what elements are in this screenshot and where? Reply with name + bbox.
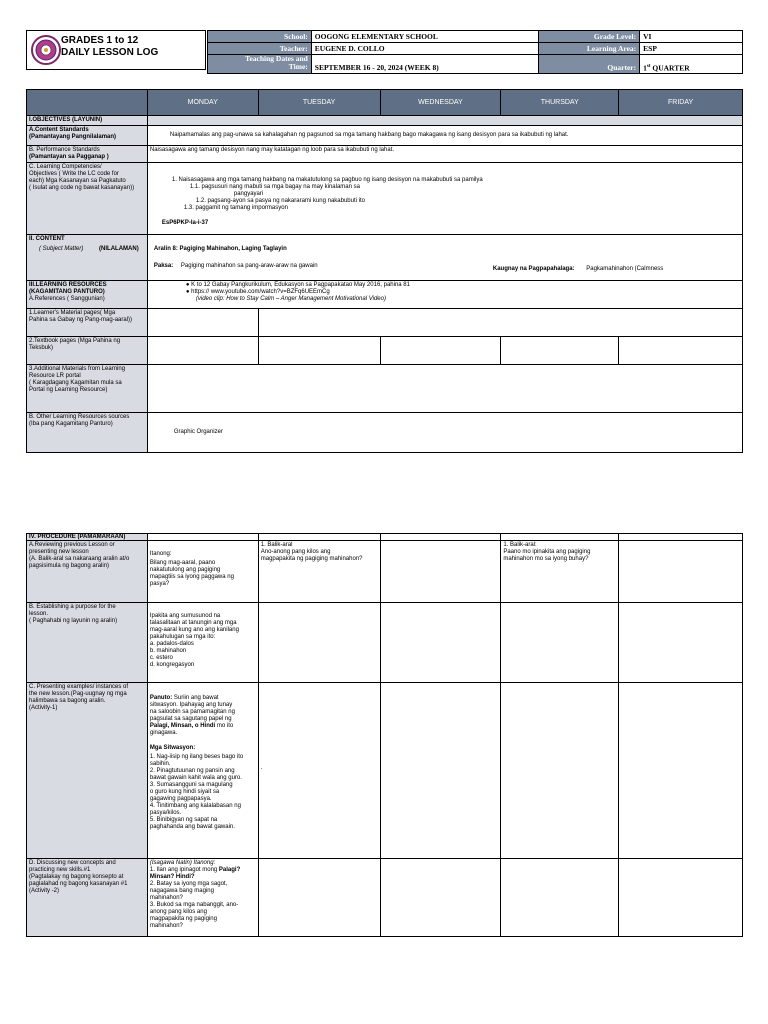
header-box (26, 30, 206, 70)
proc-d-q1 (150, 867, 256, 874)
sitwasyon-2: 2. Pinagtutuunan ng pansin ang (149, 768, 235, 774)
proc-a-mon-3: nakatutulong ang pagiging (149, 567, 221, 573)
header-info-table (207, 30, 743, 74)
proc-d-q3d: mahinahon? (149, 923, 183, 929)
content-nilalaman: (NILALAMAN) (99, 246, 139, 252)
proc-head-tue (258, 534, 380, 541)
proc-d-label-4: paglalahad ng bagong kasanayan #1 (29, 881, 128, 887)
lm-label (27, 309, 148, 337)
header-title-line1: GRADES 1 to 12 (61, 35, 139, 46)
proc-b-mon-2: talasalitaan at tanungin ang mga (149, 620, 237, 626)
panuto-opts-rest: mo ito (215, 723, 234, 729)
proc-a-fri (619, 541, 743, 603)
proc-a-tue-2: Ano-anong pang kilos ang (260, 549, 331, 555)
proc-c-label-3: halimbawa sa bagong aralin. (29, 698, 106, 704)
quarter-value (640, 55, 743, 74)
panuto-label: Panuto: (149, 695, 173, 701)
day-monday: MONDAY (147, 90, 258, 116)
content-subject: ( Subject Matter) (39, 246, 84, 252)
proc-c-label-1: C. Presenting examples/ instances of (29, 684, 129, 690)
sitwasyon-1b: sabihin. (149, 761, 171, 767)
ref-2-link[interactable]: https:// www.youtube.com/watch?v=BZFq6UEEmCg (191, 289, 330, 295)
dates-label (208, 55, 312, 74)
proc-d-intro: (Isagawa Natin) Itanong: (149, 860, 216, 866)
proc-b-wed (380, 603, 501, 683)
lesson-table-top (26, 89, 743, 453)
proc-a-label-2: presenting new lesson (29, 549, 89, 555)
content-std-label-2: (Pamantayang Pangnilalaman) (29, 134, 117, 140)
day-thursday: THURSDAY (501, 90, 619, 116)
header-title-line2: DAILY LESSON LOG (61, 47, 159, 58)
proc-d-label (27, 859, 148, 937)
other-text: Graphic Organizer (173, 429, 223, 435)
content-aralin: Aralin 8: Pagiging Mahinahon, Laging Taglayin (153, 246, 287, 252)
resources-refs: A.References ( Sanggunian) (29, 296, 105, 302)
quarter-num: 1 (643, 63, 647, 72)
proc-head-thu (501, 534, 619, 541)
other-label (27, 413, 148, 453)
tb-tue (258, 337, 380, 365)
dates-label-line2: Time: (288, 62, 308, 71)
proc-d-tue (258, 859, 380, 937)
proc-c-label (27, 683, 148, 859)
school-label: School: (208, 31, 312, 43)
procedure-heading (27, 534, 148, 541)
tb-wed (380, 337, 501, 365)
dates-value (311, 55, 539, 74)
sitwasyon-1: 1. Nag-iisip ng ilang beses bago ito (149, 754, 244, 760)
proc-c-label-2: the new lesson.(Pag-uugnay ng mga (29, 691, 127, 697)
lc-item-1-1-cont: pangyayari (233, 191, 264, 197)
add-label-3: ( Karagdagang Kagamitan mula sa (29, 380, 122, 386)
proc-d-label-2: practicing new skills.#1 (29, 867, 91, 873)
proc-a-mon-1: Itanong: (149, 551, 172, 557)
objectives-heading-fill (147, 116, 742, 126)
lc-item-1-3: 1.3. paggamit ng tamang impormasyon (183, 205, 288, 211)
proc-a-label-1: A.Reviewing previous Lesson or (29, 542, 115, 548)
perf-label-1: B. Performance Standards (29, 147, 100, 153)
proc-d-label-1: D. Discussing new concepts and (29, 860, 116, 866)
other-label-2: (Iba pang Kagamitang Panturo) (29, 421, 113, 427)
add-label (27, 365, 148, 413)
proc-b-mon-5: a. padalos-dalos (149, 641, 194, 647)
quarter-rest: QUARTER (650, 63, 690, 72)
proc-d-thu (501, 859, 619, 937)
proc-b-mon-7: c. estero (149, 655, 173, 661)
ref-1: K to 12 Gabay Pangkurikulum, Edukasyon sa Pagpapakatao May 2016, pahina 81 (191, 282, 410, 288)
dates-text: SEPTEMBER 16 - 20, 2024 (WEEK 8) (314, 63, 439, 72)
proc-c-tue-dot: . (260, 765, 263, 771)
proc-a-mon-5: pasya? (149, 581, 170, 587)
proc-b-mon-6: b. mahinahon (149, 648, 187, 654)
lc-label-3: each) Mga Kasanayan sa Pagkatuto (29, 178, 126, 184)
panuto-3: na saloobin sa pamamagitan ng (149, 709, 235, 715)
quarter-label: Quarter: (539, 55, 640, 74)
kaugnay-row (493, 266, 663, 273)
content-heading: II. CONTENT (29, 236, 65, 242)
ref-3: (video clip: How to Stay Calm – Anger Management Motivational Video) (195, 296, 386, 302)
lm-label-1: 1.Learner's Material pages( Mga (29, 310, 116, 316)
proc-d-label-5: (Activity -2) (29, 888, 59, 894)
add-label-4: Portal ng Learning Resource) (29, 387, 108, 393)
proc-d-q2c: mahinahon? (149, 895, 183, 901)
proc-c-thu (501, 683, 619, 859)
proc-d-q1b: Palagi? (218, 867, 241, 873)
proc-d-q1c: Minsan? Hindi? (149, 874, 195, 880)
sitwasyon-2b: bawat gawain kahit wala ang guro. (149, 775, 242, 781)
content-std-value (147, 126, 742, 146)
proc-b-tue (258, 603, 380, 683)
proc-d-wed (380, 859, 501, 937)
proc-a-label-3: (A. Balik-aral sa nakaraang aralin at/o (29, 556, 130, 562)
other-value (147, 413, 742, 453)
perf-text: Naisasagawa ang tamang desisyon nang may katatagan ng loob para sa ikabubuti ng lahat. (149, 147, 395, 153)
proc-c-mon (147, 683, 258, 859)
corner-cell (27, 90, 148, 116)
proc-b-label-2: lesson. (29, 611, 49, 617)
ref-1-row: ● K to 12 Gabay Pangkurikulum, Edukasyon sa Pagpapakatao May 2016, pahina 81 (185, 282, 410, 288)
proc-c-panuto-row (150, 695, 256, 702)
lc-label-4: ( Isulat ang code ng bawat kasanayan)) (29, 185, 135, 191)
perf-label (27, 146, 148, 163)
content-std-label-1: A.Content Standards (29, 127, 89, 133)
lc-item-1: 1. Naisasagawa ang mga tamang hakbang na makatutulong sa pagbuo ng isang desisyon na makabubuti sa pamilya (171, 177, 483, 183)
tb-label-2: Teksbuk) (29, 345, 54, 351)
add-label-2: Resource LR portal (29, 373, 81, 379)
paksa-label: Paksa: (153, 263, 174, 269)
sitwasyon-5: 5. Binibigyan ng sapat na (149, 817, 218, 823)
sitwasyon-4b: pasya/kilos. (149, 810, 182, 816)
day-friday: FRIDAY (619, 90, 743, 116)
content-std-text: Naipamamalas ang pag-unawa sa kahalagahan ng pagsunod sa mga tamang hakbang bago makagawa ng isang desisyon para sa ikabubuti ng lahat. (169, 132, 569, 138)
lc-item-1-1: 1.1. pagsusuri nang mabuti sa mga bagay na may kinalaman sa (189, 184, 360, 190)
proc-a-tue-1: 1. Balik-aral (260, 542, 293, 548)
proc-d-q2: 2. Batay sa iyong mga sagot, (149, 881, 228, 887)
proc-c-fri (619, 683, 743, 859)
proc-a-tue-3: magpapakita ng pagiging mahinahon? (260, 556, 363, 562)
panuto-4: pagsulat sa sagutang papel ng (149, 716, 232, 722)
lm-label-2: Pahina sa Gabay ng Pang-mag-aaral)) (29, 317, 133, 323)
proc-b-fri (619, 603, 743, 683)
add-label-1: 3.Additional Materials from Learning (29, 366, 126, 372)
proc-d-q3c: magpapakita ng pagiging (149, 916, 217, 922)
proc-b-label-1: B. Establishing a purpose for the (29, 604, 116, 610)
proc-d-q2b: nagagawa bang maging (149, 888, 214, 894)
proc-d-q3b: anong pang kilos ang (149, 909, 207, 915)
proc-a-mon (147, 541, 258, 603)
procedure-heading-text: IV. PROCEDURE (PAMAMARAAN) (29, 534, 126, 540)
proc-b-thu (501, 603, 619, 683)
proc-head-fri (619, 534, 743, 541)
proc-d-q3: 3. Bukod sa mga nabanggit, ano- (149, 902, 239, 908)
sitwasyon-3b: o guro kung hindi siyait sa (149, 789, 220, 795)
panuto-1: Suriin ang bawat (173, 695, 219, 701)
lc-item-1-2: 1.2. pagsang-ayon sa pasya ng nakararami kung nakabubuti ito (195, 198, 365, 204)
area-value: ESP (640, 43, 743, 55)
proc-c-label-4: (Activity-1) (29, 705, 58, 711)
panuto-opts-row (150, 723, 256, 730)
area-label: Learning Area: (539, 43, 640, 55)
perf-label-2: (Pamantayan sa Pagganap ) (29, 154, 109, 160)
tb-fri (619, 337, 743, 365)
tb-label-1: 2.Textbook pages (Mga Pahina ng (29, 338, 121, 344)
kaugnay-label: Kaugnay na Pagpapahalaga: (492, 266, 575, 272)
proc-a-thu-1: 1. Balik-aral: (503, 542, 537, 548)
dates-label-line1: Teaching Dates and (245, 54, 308, 63)
panuto-opts: Palagi, Minsan, o Hindi (149, 723, 216, 729)
proc-b-mon-4: pakahulugan sa mga ito: (149, 634, 216, 640)
content-label (27, 235, 148, 281)
tb-label (27, 337, 148, 365)
sitwasyon-4: 4. Tinitimbang ang kalalabasan ng (149, 803, 241, 809)
proc-d-fri (619, 859, 743, 937)
lm-rest (258, 309, 742, 337)
perf-value (147, 146, 742, 163)
panuto-2: sitwasyon. Ipahayag ang tunay (149, 702, 233, 708)
sitwasyon-heading: Mga Sitwasyon: (149, 745, 196, 751)
lc-label-1: C. Learning Competencies/ (29, 164, 102, 170)
content-value (147, 235, 742, 281)
proc-b-label-3: ( Paghahabi ng layunin ng aralin) (29, 618, 118, 624)
school-value: OOGONG ELEMENTARY SCHOOL (311, 31, 539, 43)
proc-b-mon-1: Ipakita ang sumusunod na (149, 613, 221, 619)
proc-a-thu (501, 541, 619, 603)
day-tuesday: TUESDAY (258, 90, 380, 116)
tb-thu (501, 337, 619, 365)
objectives-heading (27, 116, 148, 126)
day-wednesday: WEDNESDAY (380, 90, 501, 116)
resources-heading-2: (KAGAMITANG PANTURO) (29, 289, 105, 295)
sitwasyon-3: 3. Sumasangguni sa magulang (149, 782, 233, 788)
proc-b-mon-8: d. kongregasyon (149, 662, 195, 668)
proc-b-label (27, 603, 148, 683)
kaugnay-text: Pagkamahinahon (Calmness (586, 266, 664, 272)
ref-2-row: ● https:// www.youtube.com/watch?v=BZFq6UEEmCg (185, 289, 330, 295)
proc-c-wed (380, 683, 501, 859)
proc-a-label-4: pagsisimula ng bagong aralin) (29, 563, 110, 569)
paksa-text: Pagiging mahinahon sa pang-araw-araw na gawain (180, 263, 318, 269)
proc-a-thu-2: Paano mo ipinakita ang pagiging (503, 549, 591, 555)
lc-label-2: Objectives ( Write the LC code for (29, 171, 119, 177)
proc-a-wed (380, 541, 501, 603)
proc-a-mon-4: mapagtiis sa iyong paggawa ng (149, 574, 234, 580)
proc-d-label-3: (Pagtalakay ng bagong konsepto at (29, 874, 124, 880)
quarter-sup: st (646, 63, 651, 69)
proc-head-wed (380, 534, 501, 541)
grade-value: VI (640, 31, 743, 43)
proc-a-tue (258, 541, 380, 603)
resources-value (147, 281, 742, 309)
teacher-label: Teacher: (208, 43, 312, 55)
add-value (147, 365, 742, 413)
proc-d-mon (147, 859, 258, 937)
tb-mon (147, 337, 258, 365)
content-std-label (27, 126, 148, 146)
proc-b-mon-3: mag-aaral kung ano ang kanilang (149, 627, 239, 633)
proc-head-mon (147, 534, 258, 541)
sitwasyon-3c: gagawing pagpapasya. (149, 796, 212, 802)
resources-heading-1: III.LEARNING RESOURCES (29, 282, 107, 288)
lesson-table-procedure (26, 533, 743, 937)
objectives-heading-text: I.OBJECTIVES (LAYUNIN) (29, 117, 103, 123)
proc-d-q1a: 1. Ilan ang ipinagot mong (149, 867, 219, 873)
proc-c-tue (258, 683, 380, 859)
sitwasyon-5b: paghahanda ang bawat gawain. (149, 824, 235, 830)
lc-code: EsP6PKP-Ia-i-37 (161, 220, 209, 226)
proc-b-mon (147, 603, 258, 683)
resources-label (27, 281, 148, 309)
panuto-ginagawa: ginagawa. (149, 730, 178, 736)
lm-mon (147, 309, 258, 337)
proc-a-mon-2: Bilang mag-aaral, paano (149, 560, 216, 566)
content-subject-row (29, 246, 145, 253)
other-label-1: B. Other Learning Resources sources (29, 414, 130, 420)
deped-seal-icon (31, 34, 61, 66)
lc-value (147, 163, 742, 235)
grade-label: Grade Level: (539, 31, 640, 43)
lc-label (27, 163, 148, 235)
teacher-value: EUGENE D. COLLO (311, 43, 539, 55)
proc-a-thu-3: mahinahon mo sa iyong buhay? (503, 556, 589, 562)
proc-a-label (27, 541, 148, 603)
